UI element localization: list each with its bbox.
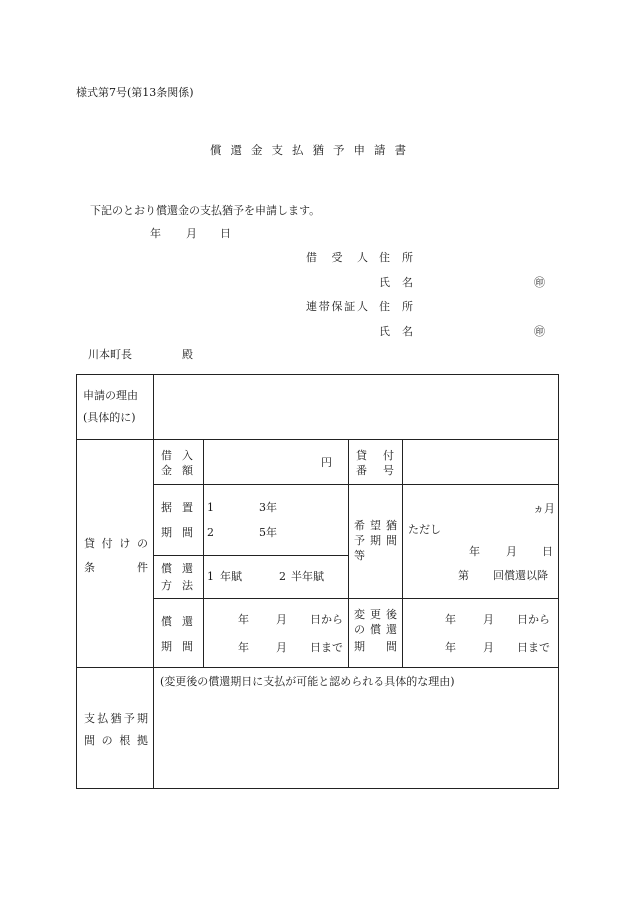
- loan-number-input-cell[interactable]: [403, 440, 559, 485]
- changed-period-input-cell[interactable]: [403, 599, 559, 668]
- changed-period-label-line2: の償還: [354, 623, 397, 636]
- form-number: 様式第7号(第13条関係): [76, 86, 194, 99]
- reason-input-cell[interactable]: [154, 375, 559, 440]
- loan-number-label-line2: 番号: [356, 464, 394, 477]
- basis-label-line2: 間の根拠: [84, 734, 148, 747]
- basis-label-line1: 支払猶予期: [84, 712, 148, 725]
- desired-period-ordinal-suffix: 回償還以降: [493, 568, 548, 582]
- loan-number-label-line1: 貸付: [356, 449, 394, 462]
- repayment-period-label-cell: [154, 599, 204, 668]
- application-form-table: [76, 374, 559, 789]
- grace-label-line2: 期間: [161, 526, 193, 539]
- addressee-honorific: 殿: [182, 348, 193, 361]
- repayment-method-label-cell: [154, 556, 204, 599]
- changed-period-to: 日まで: [517, 641, 550, 654]
- loan-conditions-label-line1: 貸付けの: [84, 536, 148, 550]
- addressee-name: 川本町長: [88, 348, 132, 361]
- desired-period-input-cell[interactable]: [403, 485, 559, 599]
- loan-amount-label-cell: [154, 440, 204, 485]
- desired-period-proviso: ただし: [408, 522, 441, 536]
- grace-option1-value: 3年: [259, 501, 277, 514]
- changed-period-to-month: 月: [483, 641, 494, 654]
- grace-option2-number: 2: [207, 526, 214, 539]
- repayment-method-label-line1: 償還: [161, 562, 193, 575]
- repayment-period-from-year: 年: [238, 613, 249, 626]
- applicant-name-label: 氏名: [379, 276, 413, 289]
- desired-period-ordinal-prefix: 第: [458, 568, 469, 582]
- grace-label-line1: 据置: [161, 501, 193, 514]
- applicant-role: 借受人: [306, 251, 368, 264]
- desired-period-year: 年: [469, 544, 480, 558]
- repayment-method-label-line2: 方法: [161, 579, 193, 592]
- loan-amount-input-cell[interactable]: [204, 440, 349, 485]
- repayment-period-input-cell[interactable]: [204, 599, 349, 668]
- document-title: 償還金支払猶予申請書: [210, 143, 415, 157]
- changed-period-from: 日から: [517, 613, 550, 626]
- changed-period-label-line3: 期間: [354, 640, 397, 653]
- applicant-seal: ㊞: [534, 276, 545, 289]
- loan-number-label-cell: [349, 440, 403, 485]
- loan-amount-label-line1: 借入: [161, 449, 193, 462]
- basis-label-cell: [77, 668, 154, 789]
- guarantor-address-label: 住所: [379, 300, 413, 313]
- repayment-period-label-line2: 期間: [161, 640, 193, 653]
- repayment-method-options-cell[interactable]: [204, 556, 349, 599]
- grace-label-cell: [154, 485, 204, 556]
- repayment-method-option1-value: 年賦: [220, 570, 242, 583]
- desired-period-day: 日: [542, 544, 553, 558]
- reason-label-line2: (具体的に): [83, 411, 136, 424]
- grace-option1-number: 1: [207, 501, 214, 514]
- reason-label-line1: 申請の理由: [83, 389, 138, 402]
- changed-period-to-year: 年: [445, 641, 456, 654]
- date-month: 月: [186, 227, 197, 240]
- repayment-period-to: 日まで: [310, 641, 343, 654]
- changed-period-label-cell: [349, 599, 403, 668]
- desired-period-label-line2: 予期間: [354, 533, 397, 547]
- desired-period-months: ヵ月: [533, 501, 555, 515]
- repayment-method-option1-number: 1: [207, 570, 214, 583]
- desired-period-label-cell: [349, 485, 403, 599]
- repayment-period-from-month: 月: [276, 613, 287, 626]
- reason-label-cell: [77, 375, 154, 440]
- guarantor-seal: ㊞: [534, 325, 545, 338]
- desired-period-label-line3: 等: [354, 548, 365, 562]
- basis-input-cell[interactable]: [154, 668, 559, 789]
- guarantor-name-label: 氏名: [379, 325, 413, 338]
- grace-option2-value: 5年: [259, 526, 277, 539]
- repayment-period-from: 日から: [310, 613, 343, 626]
- date-year: 年: [150, 227, 161, 240]
- repayment-period-to-month: 月: [276, 641, 287, 654]
- grace-options-cell[interactable]: [204, 485, 349, 556]
- guarantor-role: 連帯保証人: [306, 300, 368, 313]
- loan-amount-label-line2: 金額: [161, 464, 193, 477]
- desired-period-month: 月: [506, 544, 517, 558]
- repayment-period-label-line1: 償還: [161, 615, 193, 628]
- repayment-method-option2-number: 2: [279, 570, 286, 583]
- loan-conditions-label-cell: [77, 440, 154, 668]
- changed-period-label-line1: 変更後: [354, 608, 397, 621]
- intro-text: 下記のとおり償還金の支払猶予を申請します。: [90, 204, 321, 217]
- changed-period-from-month: 月: [483, 613, 494, 626]
- applicant-address-label: 住所: [379, 251, 413, 264]
- loan-amount-unit: 円: [321, 456, 332, 469]
- repayment-period-to-year: 年: [238, 641, 249, 654]
- date-day: 日: [220, 227, 231, 240]
- loan-conditions-label-line2: 条件: [84, 560, 148, 574]
- changed-period-from-year: 年: [445, 613, 456, 626]
- desired-period-label-line1: 希望猶: [354, 518, 397, 532]
- repayment-method-option2-value: 半年賦: [291, 570, 324, 583]
- basis-note: (変更後の償還期日に支払が可能と認められる具体的な理由): [160, 675, 455, 688]
